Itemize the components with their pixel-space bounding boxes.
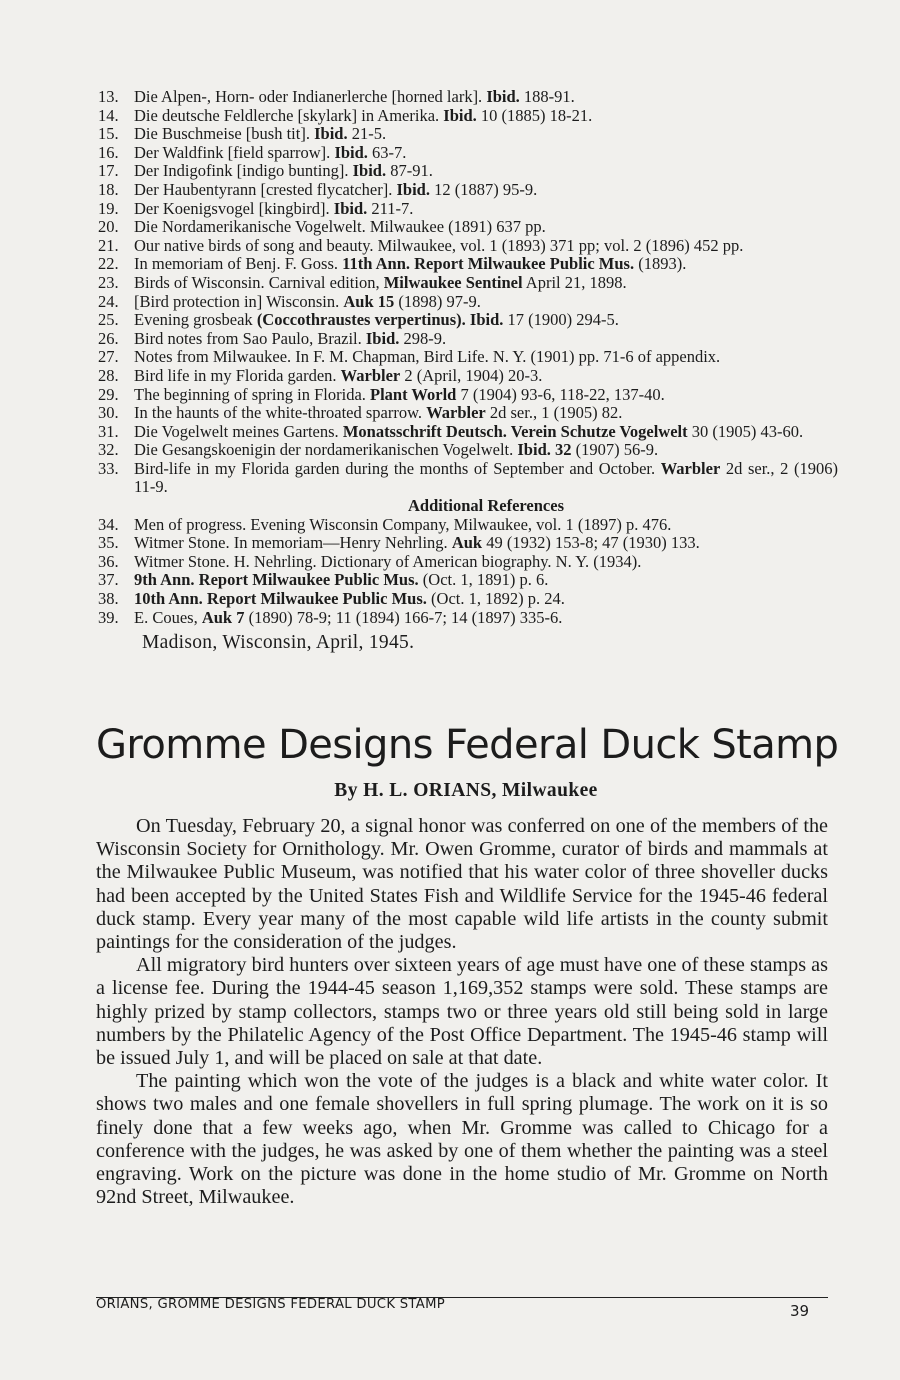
reference-list xyxy=(98,88,838,654)
reference-item xyxy=(98,590,838,609)
reference-number: 26. xyxy=(98,328,119,348)
reference-item xyxy=(98,237,838,256)
reference-text: Der Indigofink [indigo bunting]. Ibid. 87-91. xyxy=(134,161,433,181)
reference-text: Die deutsche Feldlerche [skylark] in Amerika. Ibid. 10 (1885) 18-21. xyxy=(134,105,593,125)
article-byline: By H. L. ORIANS, Milwaukee xyxy=(334,780,598,801)
reference-number: 20. xyxy=(98,217,119,237)
reference-number: 15. xyxy=(98,124,119,144)
reference-text: 9th Ann. Report Milwaukee Public Mus. (Oct. 1, 1891) p. 6. xyxy=(134,570,549,590)
references-main xyxy=(98,88,838,497)
reference-text: Die Vogelwelt meines Gartens. Monatsschrift Deutsch. Verein Schutze Vogelwelt 30 (1905) 43-60. xyxy=(134,421,804,441)
reference-text: Der Koenigsvogel [kingbird]. Ibid. 211-7. xyxy=(134,198,414,218)
reference-number: 38. xyxy=(98,589,119,609)
reference-text: Birds of Wisconsin. Carnival edition, Milwaukee Sentinel April 21, 1898. xyxy=(134,272,627,292)
reference-item xyxy=(98,255,838,274)
reference-text: Bird life in my Florida garden. Warbler 2 (April, 1904) 20-3. xyxy=(134,365,543,385)
reference-number: 18. xyxy=(98,179,119,199)
reference-item xyxy=(98,162,838,181)
article-paragraph: All migratory bird hunters over sixteen years of age must have one of these stamps as a license fee. During the 1944-45 season 1,169,352 stamps were sold. These stamps are highly prized by stamp collectors, stamps two or three years old still being sold in large numbers by the Philatelic Agency of the Post Office Department. The 1945-46 stamp will be issued July 1, and will be placed on sale at that date. xyxy=(96,954,828,1070)
reference-item xyxy=(98,367,838,386)
reference-text: Our native birds of song and beauty. Milwaukee, vol. 1 (1893) 371 pp; vol. 2 (1896) 452 pp. xyxy=(134,235,744,255)
reference-number: 19. xyxy=(98,198,119,218)
reference-text: In memoriam of Benj. F. Goss. 11th Ann. Report Milwaukee Public Mus. (1893). xyxy=(134,254,687,274)
reference-item xyxy=(98,88,838,107)
reference-item xyxy=(98,571,838,590)
reference-item xyxy=(98,274,838,293)
reference-item xyxy=(98,553,838,572)
reference-number: 24. xyxy=(98,291,119,311)
reference-text: In the haunts of the white-throated sparrow. Warbler 2d ser., 1 (1905) 82. xyxy=(134,403,623,423)
reference-text: The beginning of spring in Florida. Plant World 7 (1904) 93-6, 118-22, 137-40. xyxy=(134,384,665,404)
reference-item xyxy=(98,460,838,497)
reference-text: Der Haubentyrann [crested flycatcher]. Ibid. 12 (1887) 95-9. xyxy=(134,179,538,199)
reference-text: Witmer Stone. H. Nehrling. Dictionary of American biography. N. Y. (1934). xyxy=(134,551,642,571)
reference-number: 13. xyxy=(98,87,119,106)
article-paragraph: On Tuesday, February 20, a signal honor was conferred on one of the members of the Wisconsin Society for Ornithology. Mr. Owen Gromme, curator of birds and mammals at the Milwaukee Public Museum, was notified that his water color of three shoveller ducks had been accepted by the United States Fish and Wildlife Service for the 1945-46 federal duck stamp. Every year many of the most capable wild life artists in the county submit paintings for the consideration of the judges. xyxy=(96,815,828,954)
reference-item xyxy=(98,516,838,535)
reference-item xyxy=(98,404,838,423)
article-paragraph: The painting which won the vote of the judges is a black and white water color. It shows two males and one female shovellers in full spring plumage. The work on it is so finely done that a few weeks ago, when Mr. Gromme was called to Chicago for a conference with the judges, he was asked by one of them whether the painting was a steel engraving. Work on the picture was done in the home studio of Mr. Gromme on North 92nd Street, Milwaukee. xyxy=(96,1070,828,1209)
reference-number: 27. xyxy=(98,347,119,367)
reference-text: Evening grosbeak (Coccothraustes verpertinus). Ibid. 17 (1900) 294-5. xyxy=(134,310,619,330)
reference-item xyxy=(98,125,838,144)
reference-item xyxy=(98,293,838,312)
reference-number: 23. xyxy=(98,272,119,292)
reference-number: 16. xyxy=(98,142,119,162)
reference-number: 35. xyxy=(98,533,119,553)
reference-item xyxy=(98,441,838,460)
reference-number: 34. xyxy=(98,514,119,534)
reference-number: 32. xyxy=(98,440,119,460)
additional-references-heading: Additional References xyxy=(408,496,564,516)
reference-item xyxy=(98,348,838,367)
references-additional xyxy=(98,516,838,628)
reference-item xyxy=(98,200,838,219)
reference-item xyxy=(98,609,838,628)
place-date: Madison, Wisconsin, April, 1945. xyxy=(142,632,415,654)
reference-text: 10th Ann. Report Milwaukee Public Mus. (Oct. 1, 1892) p. 24. xyxy=(134,589,565,609)
reference-text: Bird-life in my Florida garden during the months of September and October. Warbler 2d ser., 2 (1906) 11-9. xyxy=(134,458,838,497)
page-number: 39 xyxy=(790,1302,810,1320)
reference-item xyxy=(98,311,838,330)
reference-number: 22. xyxy=(98,254,119,274)
reference-text: Die Nordamerikanische Vogelwelt. Milwaukee (1891) 637 pp. xyxy=(134,217,546,237)
reference-item xyxy=(98,423,838,442)
reference-number: 31. xyxy=(98,421,119,441)
reference-number: 36. xyxy=(98,551,119,571)
reference-number: 21. xyxy=(98,235,119,255)
reference-number: 30. xyxy=(98,403,119,423)
reference-number: 25. xyxy=(98,310,119,330)
reference-number: 33. xyxy=(98,458,119,478)
reference-item xyxy=(98,107,838,126)
reference-item xyxy=(98,534,838,553)
reference-item xyxy=(98,181,838,200)
reference-text: Bird notes from Sao Paulo, Brazil. Ibid. 298-9. xyxy=(134,328,447,348)
reference-item xyxy=(98,144,838,163)
reference-number: 17. xyxy=(98,161,119,181)
reference-number: 39. xyxy=(98,607,119,627)
reference-item xyxy=(98,330,838,349)
reference-text: Notes from Milwaukee. In F. M. Chapman, Bird Life. N. Y. (1901) pp. 71-6 of appendix. xyxy=(134,347,721,367)
reference-text: Die Alpen-, Horn- oder Indianerlerche [horned lark]. Ibid. 188-91. xyxy=(134,87,575,106)
reference-text: Die Gesangskoenigin der nordamerikanischen Vogelwelt. Ibid. 32 (1907) 56-9. xyxy=(134,440,659,460)
article-body xyxy=(96,815,828,1209)
reference-number: 28. xyxy=(98,365,119,385)
reference-number: 29. xyxy=(98,384,119,404)
reference-item xyxy=(98,386,838,405)
reference-number: 14. xyxy=(98,105,119,125)
reference-text: Men of progress. Evening Wisconsin Company, Milwaukee, vol. 1 (1897) p. 476. xyxy=(134,514,672,534)
reference-text: [Bird protection in] Wisconsin. Auk 15 (1898) 97-9. xyxy=(134,291,481,311)
reference-item xyxy=(98,218,838,237)
running-head: ORIANS, GROMME DESIGNS FEDERAL DUCK STAMP xyxy=(96,1297,446,1312)
reference-text: Die Buschmeise [bush tit]. Ibid. 21-5. xyxy=(134,124,387,144)
article-title: Gromme Designs Federal Duck Stamp xyxy=(96,722,839,768)
reference-text: Der Waldfink [field sparrow]. Ibid. 63-7. xyxy=(134,142,407,162)
reference-text: E. Coues, Auk 7 (1890) 78-9; 11 (1894) 166-7; 14 (1897) 335-6. xyxy=(134,607,563,627)
reference-text: Witmer Stone. In memoriam—Henry Nehrling. Auk 49 (1932) 153-8; 47 (1930) 133. xyxy=(134,533,700,553)
reference-number: 37. xyxy=(98,570,119,590)
